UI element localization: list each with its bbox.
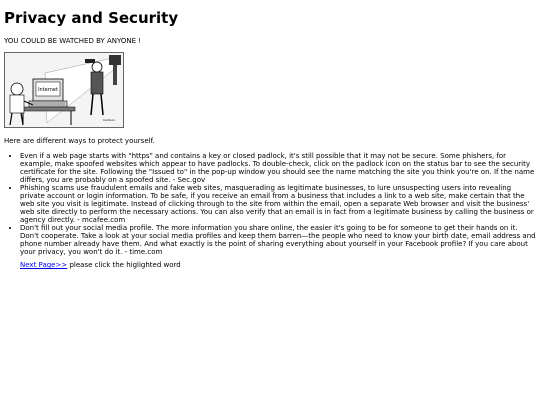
list-item: • Phishing scams use fraudulent emails and fake web sites, masquerading as legitimate businesses, to lure unsuspecting users into revealing private account or login information. To be safe, if you receive an email from a business that includes a link to a web site, make certain that the web site you visit is legitimate. Instead of clicking through to the site from within the email, open a separate Web browser and visit the business' web site directly to perform the necessary actions. You can also verify that an email is in fact from a legitimate business by calling the business or agency directly. - mcafee.com xyxy=(20,184,536,224)
computer-monitor-icon xyxy=(29,79,67,107)
page-title: Privacy and Security xyxy=(4,9,179,27)
next-page-link[interactable]: Next Page>> xyxy=(20,261,68,269)
surveillance-cartoon-image xyxy=(4,52,124,128)
list-item: • Don't fill out your social media profile. The more information you share online, the easier it's going to be for someone to get their hands on it. Don't cooperate. Take a look at your social media profiles and keep them barren—the people who need to know your birth date, email address and phone number already have them. And what exactly is the point of sharing everything about yourself in your Facebook profile? If you care about your privacy, you won't do it. - time.com xyxy=(20,224,536,256)
next-page-line xyxy=(4,261,536,270)
intro-text: Here are different ways to protect yourself. xyxy=(4,137,155,145)
svg-text:Internet: Internet xyxy=(38,87,58,93)
svg-text:Cartoon: Cartoon xyxy=(103,118,115,122)
list-item: • Even if a web page starts with "https" and contains a key or closed padlock, it's still possible that it may not be secure. Some phishers, for example, make spoofed websites which appear to have padlocks. To double-check, click on the padlock icon on the status bar to see the security certificate for the site. Following the "Issued to" in the pop-up window you should see the name matching the site you think you're on. If the name differs, you are probably on a spoofed site. - Sec.gov xyxy=(20,152,536,184)
tips-list xyxy=(4,152,536,256)
warning-text: YOU COULD BE WATCHED BY ANYONE ! xyxy=(4,37,142,45)
next-page-hint: please click the higlighted word xyxy=(69,261,181,269)
